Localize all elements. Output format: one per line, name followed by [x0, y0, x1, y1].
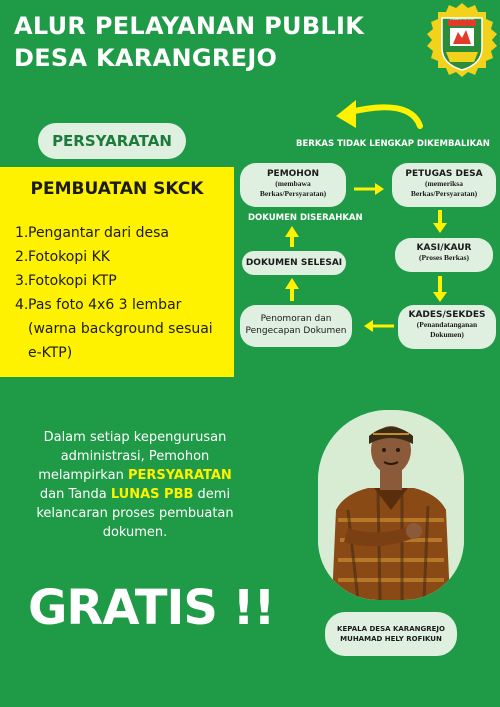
arrow-up-icon: [285, 278, 299, 301]
return-arrowhead-icon: [336, 100, 356, 128]
title-line-1: ALUR PELAYANAN PUBLIK: [14, 12, 365, 40]
requirements-pill: PERSYARATAN: [38, 123, 186, 159]
list-item: 3.Fotokopi KTP: [15, 273, 117, 289]
arrow-down-icon: [433, 276, 447, 302]
return-arrow-icon: [350, 107, 420, 126]
arrow-up-icon: [285, 226, 299, 247]
flow-node-petugas-desa: PETUGAS DESA (memeriksa Berkas/Persyaratan): [392, 163, 496, 207]
person-photo-icon: [318, 410, 464, 600]
title-line-2: DESA KARANGREJO: [14, 44, 278, 72]
list-item: 2.Fotokopi KK: [15, 249, 110, 265]
arrow-down-icon: [433, 210, 447, 233]
arrow-left-icon: [364, 320, 394, 332]
flow-node-dokumen-selesai: DOKUMEN SELESAI: [242, 251, 346, 275]
official-photo: [318, 410, 464, 600]
list-item-continuation: (warna background sesuai: [28, 321, 213, 337]
official-name: MUHAMAD HELY ROFIKUN: [340, 635, 442, 643]
list-item-continuation: e-KTP): [28, 345, 73, 361]
logo-text: KABUPATEN: [450, 16, 474, 21]
flow-node-kades-sekdes: KADES/SEKDES (Penandatanganan Dokumen): [398, 305, 496, 349]
flow-node-pemohon: PEMOHON (membawa Berkas/Persyaratan): [240, 163, 346, 207]
list-item: 4.Pas foto 4x6 3 lembar (warna background sesuai e-KTP): [15, 293, 229, 365]
official-name-card: [325, 612, 457, 656]
diserahkan-caption: DOKUMEN DISERAHKAN: [248, 213, 363, 223]
official-role: KEPALA DESA KARANGREJO: [337, 625, 445, 633]
arrow-right-icon: [354, 183, 384, 195]
list-item: 1.Pengantar dari desa: [15, 225, 169, 241]
flow-node-kasi-kaur: KASI/KAUR (Proses Berkas): [395, 238, 493, 272]
return-caption: BERKAS TIDAK LENGKAP DIKEMBALIKAN: [296, 139, 490, 149]
gratis-banner: GRATIS !!: [28, 580, 275, 636]
requirements-heading: PEMBUATAN SKCK: [30, 179, 204, 199]
flow-node-penomoran: Penomoran dan Pengecapan Dokumen: [240, 305, 352, 347]
info-note: Dalam setiap kepengurusan administrasi, Pemohon melampirkan PERSYARATAN dan Tanda LUNAS PBB demi kelancaran proses pembuatan dokumen.: [36, 430, 234, 540]
